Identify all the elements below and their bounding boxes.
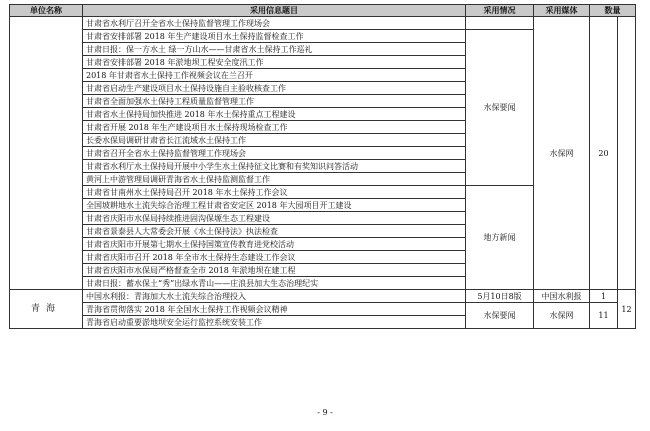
- table-row: [10, 17, 636, 30]
- page-number: - 9 -: [317, 408, 333, 417]
- info-title: 甘肃省安排部署 2018 年淤地坝工程安全度汛工作: [83, 56, 466, 69]
- count-cell: 1: [590, 290, 618, 303]
- media-cell: 水保网: [534, 303, 590, 329]
- info-title: 甘肃省召开全省水土保持监督管理工作现场会: [83, 147, 466, 160]
- info-title: 黄河上中游管理局调研青海省水土保持监测监督工作: [83, 173, 466, 186]
- info-title: 甘肃省全面加强水土保持工程质量监督管理工作: [83, 95, 466, 108]
- status-cell: 水保要闻: [466, 30, 534, 186]
- unit-cell-qinghai: 青海: [10, 290, 83, 329]
- qinghai-section: [10, 290, 636, 329]
- info-title: 甘肃省开展 2018 年生产建设项目水土保持现场检查工作: [83, 121, 466, 134]
- info-title: 甘肃省庆阳市召开 2018 年全市水土保持生态建设工作会议: [83, 251, 466, 264]
- media-cell: 中国水利报: [534, 290, 590, 303]
- info-title: 中国水利报：青海加大水土流失综合治理投入: [83, 290, 466, 303]
- status-cell: 地方新闻: [466, 186, 534, 290]
- info-title: 长委水保局调研甘肃省长江流域水土保持工作: [83, 134, 466, 147]
- info-title: 甘肃省庆阳市开展第七期水土保持国策宣传教育进党校活动: [83, 238, 466, 251]
- unit-cell-gansu: [10, 17, 83, 290]
- total-cell-gansu: [618, 17, 636, 290]
- header-media: 采用媒体: [534, 5, 590, 17]
- count-cell: 20: [590, 17, 618, 290]
- info-title: 甘肃省启动生产建设项目水土保持设施自主验收核查工作: [83, 82, 466, 95]
- info-title: 甘肃省水利厅召开全省水土保持监督管理工作现场会: [83, 17, 466, 30]
- info-title: 甘肃日报：保一方水土 绿一方山水——甘肃省水土保持工作巡礼: [83, 43, 466, 56]
- header-unit: 单位名称: [10, 5, 83, 17]
- table-row: [10, 303, 636, 316]
- total-cell: 12: [618, 290, 636, 329]
- info-title: 甘肃省甘南州水土保持局召开 2018 年水土保持工作会议: [83, 186, 466, 199]
- info-title: 甘肃省水土保持局加快推进 2018 年水土保持重点工程建设: [83, 108, 466, 121]
- header-title: 采用信息题目: [83, 5, 466, 17]
- info-title: 青海省贯彻落实 2018 年全国水土保持工作视频会议精神: [83, 303, 466, 316]
- info-title: 甘肃省景泰县人大常委会开展《水土保持法》执法检查: [83, 225, 466, 238]
- info-title: 2018 年甘肃省水土保持工作视频会议在兰召开: [83, 69, 466, 82]
- header-status: 采用情况: [466, 5, 534, 17]
- info-title: 甘肃省水利厅水土保持局开展中小学生水土保持征文比赛和有奖知识问答活动: [83, 160, 466, 173]
- header-count: 数量: [590, 5, 636, 17]
- information-usage-table: [9, 4, 636, 329]
- status-cell-empty: [466, 17, 534, 30]
- status-cell: 水保要闻: [466, 303, 534, 329]
- status-cell: 5月10日8版: [466, 290, 534, 303]
- info-title: 甘肃省庆阳市水保局严格督查全市 2018 年淤地坝在建工程: [83, 264, 466, 277]
- media-cell: 水保网: [534, 17, 590, 290]
- info-title: 甘肃省安排部署 2018 年生产建设项目水土保持监督检查工作: [83, 30, 466, 43]
- info-title: 青海省启动重要淤地坝安全运行监控系统安装工作: [83, 316, 466, 329]
- header-row: [10, 5, 636, 17]
- info-title: 甘肃日报：蓄水保土“秀”出绿水青山——庄浪县加大生态治理纪实: [83, 277, 466, 290]
- gansu-section: [10, 17, 636, 290]
- count-cell: 11: [590, 303, 618, 329]
- table-row: [10, 290, 636, 303]
- info-title: 甘肃省庆阳市水保局持续推进固沟保塬生态工程建设: [83, 212, 466, 225]
- info-title: 全国坡耕地水土流失综合治理工程甘肃省安定区 2018 年大园项目开工建设: [83, 199, 466, 212]
